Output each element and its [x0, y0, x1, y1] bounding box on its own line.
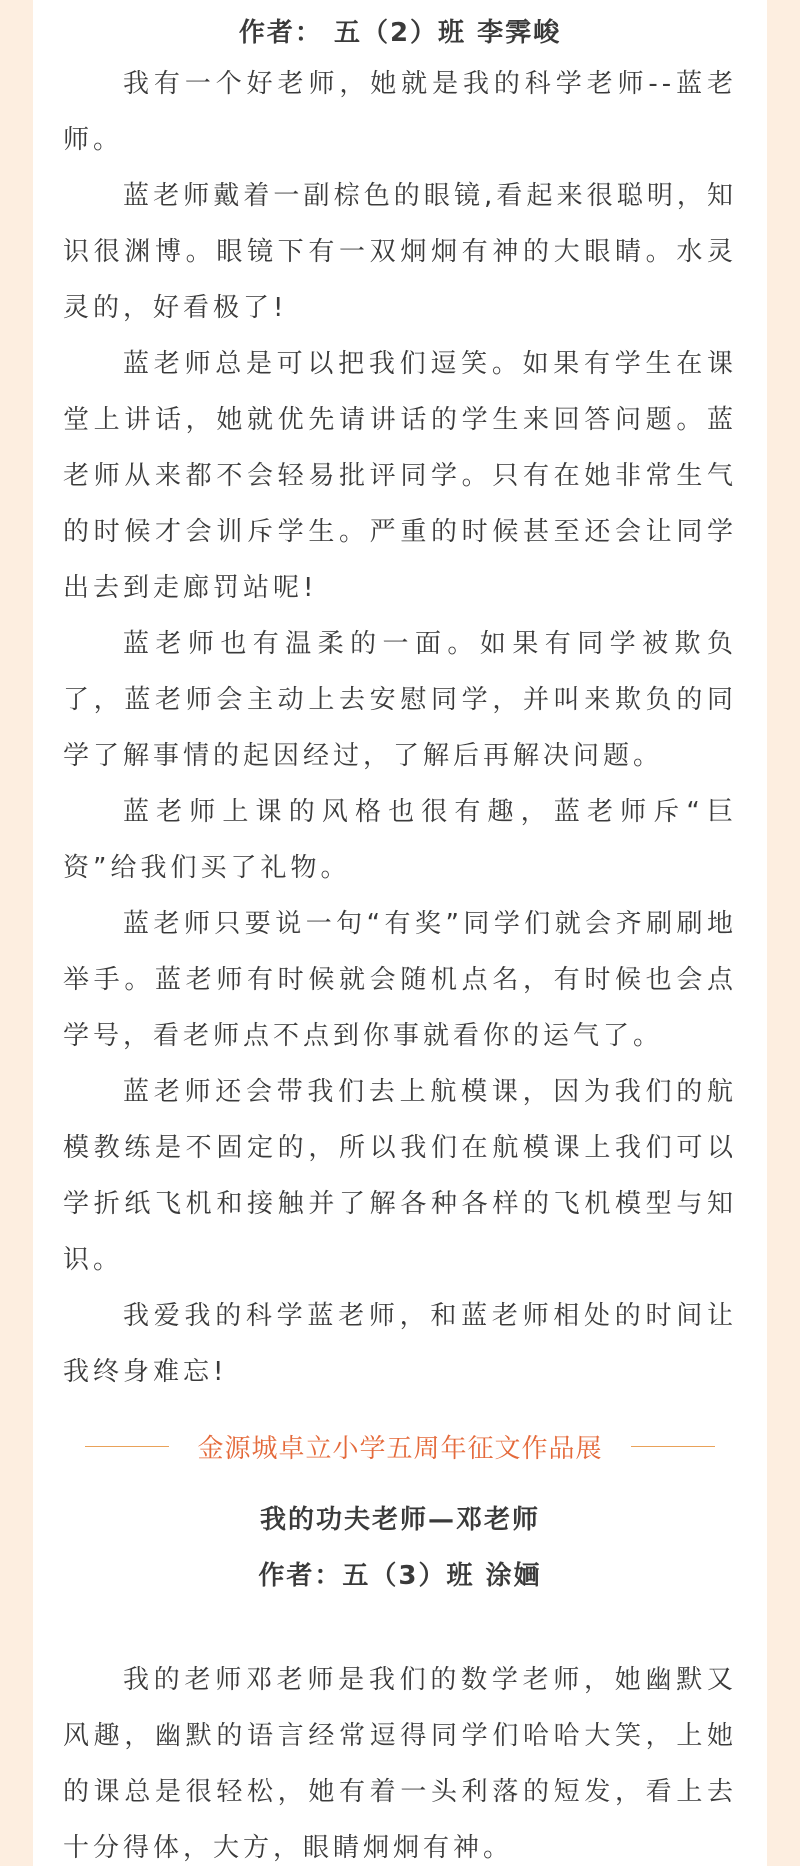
divider-title: 金源城卓立小学五周年征文作品展: [197, 1433, 603, 1464]
paragraph-1-1: 我有一个好老师，她就是我的科学老师--蓝老师。: [63, 69, 737, 155]
paragraph-1-5: 蓝老师上课的风格也很有趣，蓝老师斥“巨资”给我们买了礼物。: [63, 797, 737, 883]
article-card: [33, 0, 767, 1866]
article-author-2: 作者：五（3）班 涂婳: [258, 1561, 542, 1591]
article-author-1: 作者： 五（2）班 李霁峻: [238, 18, 562, 48]
spacer: [63, 1602, 737, 1652]
section-divider: [63, 1420, 737, 1472]
paragraph-2-1: 我的老师邓老师是我们的数学老师，她幽默又风趣，幽默的语言经常逗得同学们哈哈大笑，上她的课总是很轻松，她有着一头利落的短发，看上去十分得体，大方，眼睛炯炯有神。: [63, 1665, 737, 1863]
paragraph-1-3: 蓝老师总是可以把我们逗笑。如果有学生在课堂上讲话，她就优先请讲话的学生来回答问题。蓝老师从来都不会轻易批评同学。只有在她非常生气的时候才会训斥学生。严重的时候甚至还会让同学出去到走廊罚站呢!: [63, 349, 737, 603]
paragraph-1-4: 蓝老师也有温柔的一面。如果有同学被欺负了，蓝老师会主动上去安慰同学，并叫来欺负的同学了解事情的起因经过，了解后再解决问题。: [63, 629, 737, 771]
paragraph-1-7: 蓝老师还会带我们去上航模课，因为我们的航模教练是不固定的，所以我们在航模课上我们可以学折纸飞机和接触并了解各种各样的飞机模型与知识。: [63, 1077, 737, 1275]
article-content: [63, 0, 737, 1866]
paragraph-1-6: 蓝老师只要说一句“有奖”同学们就会齐刷刷地举手。蓝老师有时候就会随机点名，有时候也会点学号，看老师点不点到你事就看你的运气了。: [63, 909, 737, 1051]
divider-line-left: [85, 1446, 169, 1447]
divider-line-right: [631, 1446, 715, 1447]
article-title-2: 我的功夫老师—邓老师: [259, 1505, 540, 1535]
paragraph-1-2: 蓝老师戴着一副棕色的眼镜,看起来很聪明，知识很渊博。眼镜下有一双炯炯有神的大眼睛。水灵灵的，好看极了!: [63, 181, 737, 323]
paragraph-1-8: 我爱我的科学蓝老师，和蓝老师相处的时间让我终身难忘!: [63, 1301, 737, 1387]
